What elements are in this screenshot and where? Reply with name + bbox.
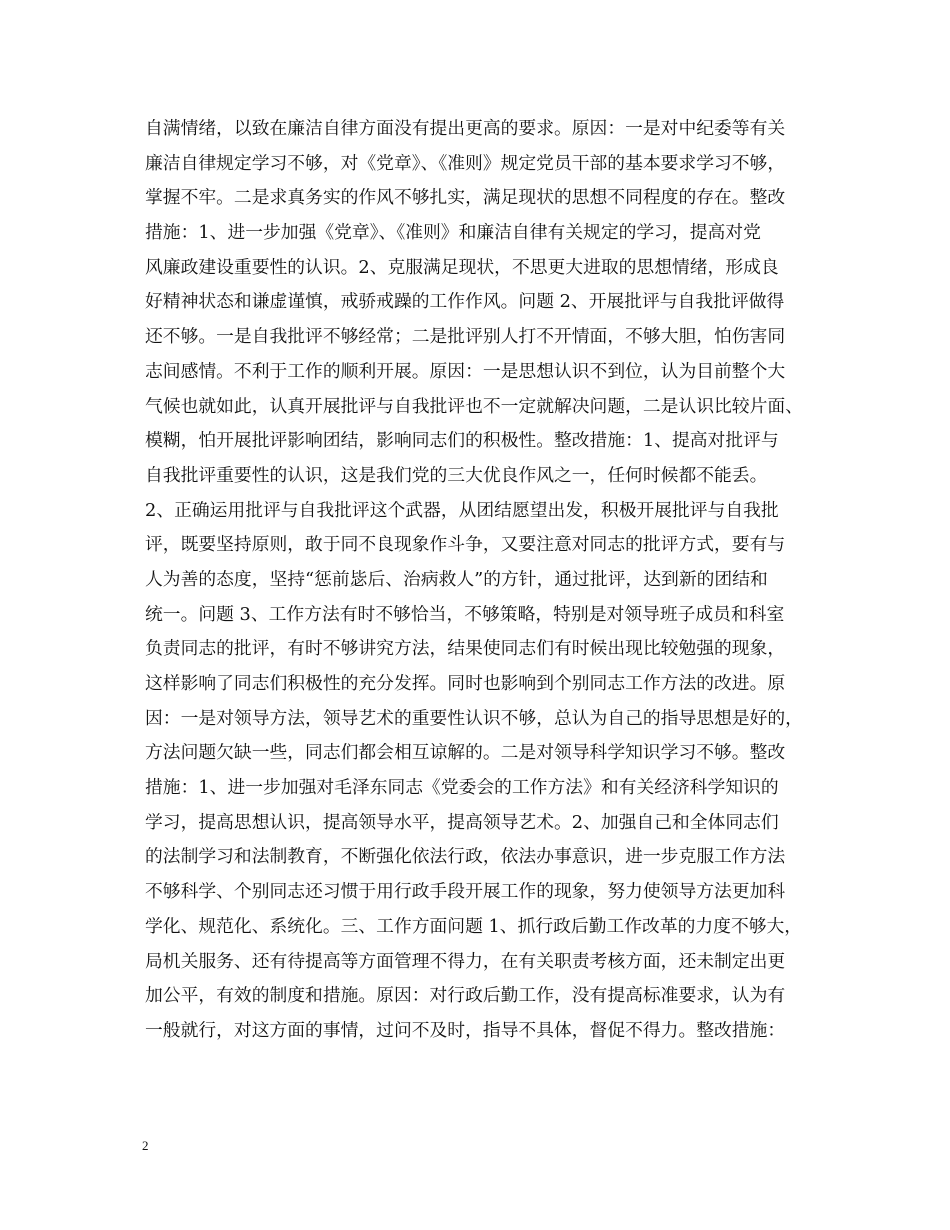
text-line: 人为善的态度，坚持“惩前毖后、治病救人”的方针，通过批评，达到新的团结和 [145,568,768,590]
text-line: 措施：1、进一步加强《党章》、《准则》和廉洁自律有关规定的学习，提高对党 [145,222,761,244]
text-line: 气候也就如此，认真开展批评与自我批评也不一定就解决问题，二是认识比较片面、 [145,395,803,417]
text-line: 的法制学习和法制教育，不断强化依法行政，依法办事意识，进一步克服工作方法 [145,846,786,868]
text-line: 措施：1、进一步加强对毛泽东同志《党委会的工作方法》和有关经济科学知识的 [145,777,779,799]
page-number: 2 [142,1138,149,1153]
text-line: 这样影响了同志们积极性的充分发挥。同时也影响到个别同志工作方法的改进。原 [145,673,786,694]
text-line: 评，既要坚持原则，敢于同不良现象作斗争，又要注意对同志的批评方式，要有与 [145,534,786,556]
text-line: 自满情绪，以致在廉洁自律方面没有提出更高的要求。原因：一是对中纪委等有关 [145,118,786,139]
text-line: 志间感情。不利于工作的顺利开展。原因：一是思想认识不到位，认为目前整个大 [145,360,786,382]
text-line: 学化、规范化、系统化。三、工作方面问题 1、抓行政后勤工作改革的力度不够大， [145,915,803,937]
text-line: 因：一是对领导方法，领导艺术的重要性认识不够，总认为自己的指导思想是好的， [145,707,803,729]
text-line: 局机关服务、还有待提高等方面管理不得力，在有关职责考核方面，还未制定出更 [145,950,786,972]
text-line: 模糊，怕开展批评影响团结，影响同志们的积极性。整改措施：1、提高对批评与 [145,430,779,452]
text-line: 学习，提高思想认识，提高领导水平，提高领导艺术。2、加强自己和全体同志们 [145,811,779,833]
text-line: 一般就行，对这方面的事情，过问不及时，指导不具体，督促不得力。整改措施： [145,1019,786,1041]
text-line: 还不够。一是自我批评不够经常；二是批评别人打不开情面，不够大胆，怕伤害同 [145,326,786,348]
text-line: 自我批评重要性的认识，这是我们党的三大优良作风之一，任何时候都不能丢。 [145,464,768,486]
text-line: 负责同志的批评，有时不够讲究方法，结果使同志们有时候出现比较勉强的现象， [145,638,786,660]
text-line: 风廉政建设重要性的认识。2、克服满足现状，不思更大进取的思想情绪，形成良 [145,256,779,278]
body-text [145,112,815,1049]
text-line: 统一。问题 3、工作方法有时不够恰当，不够策略，特别是对领导班子成员和科室 [145,603,785,625]
text-line: 不够科学、个别同志还习惯于用行政手段开展工作的现象，努力使领导方法更加科 [145,881,786,903]
text-line: 2、正确运用批评与自我批评这个武器，从团结愿望出发，积极开展批评与自我批 [145,499,779,521]
text-line: 加公平，有效的制度和措施。原因：对行政后勤工作，没有提高标准要求，认为有 [145,985,786,1007]
text-line: 廉洁自律规定学习不够，对《党章》、《准则》规定党员干部的基本要求学习不够， [145,152,786,174]
text-line: 掌握不牢。二是求真务实的作风不够扎实，满足现状的思想不同程度的存在。整改 [145,187,786,209]
text-line: 方法问题欠缺一些，同志们都会相互谅解的。二是对领导科学知识学习不够。整改 [145,742,786,764]
text-line: 好精神状态和谦虚谨慎，戒骄戒躁的工作作风。问题 2、开展批评与自我批评做得 [145,291,785,313]
